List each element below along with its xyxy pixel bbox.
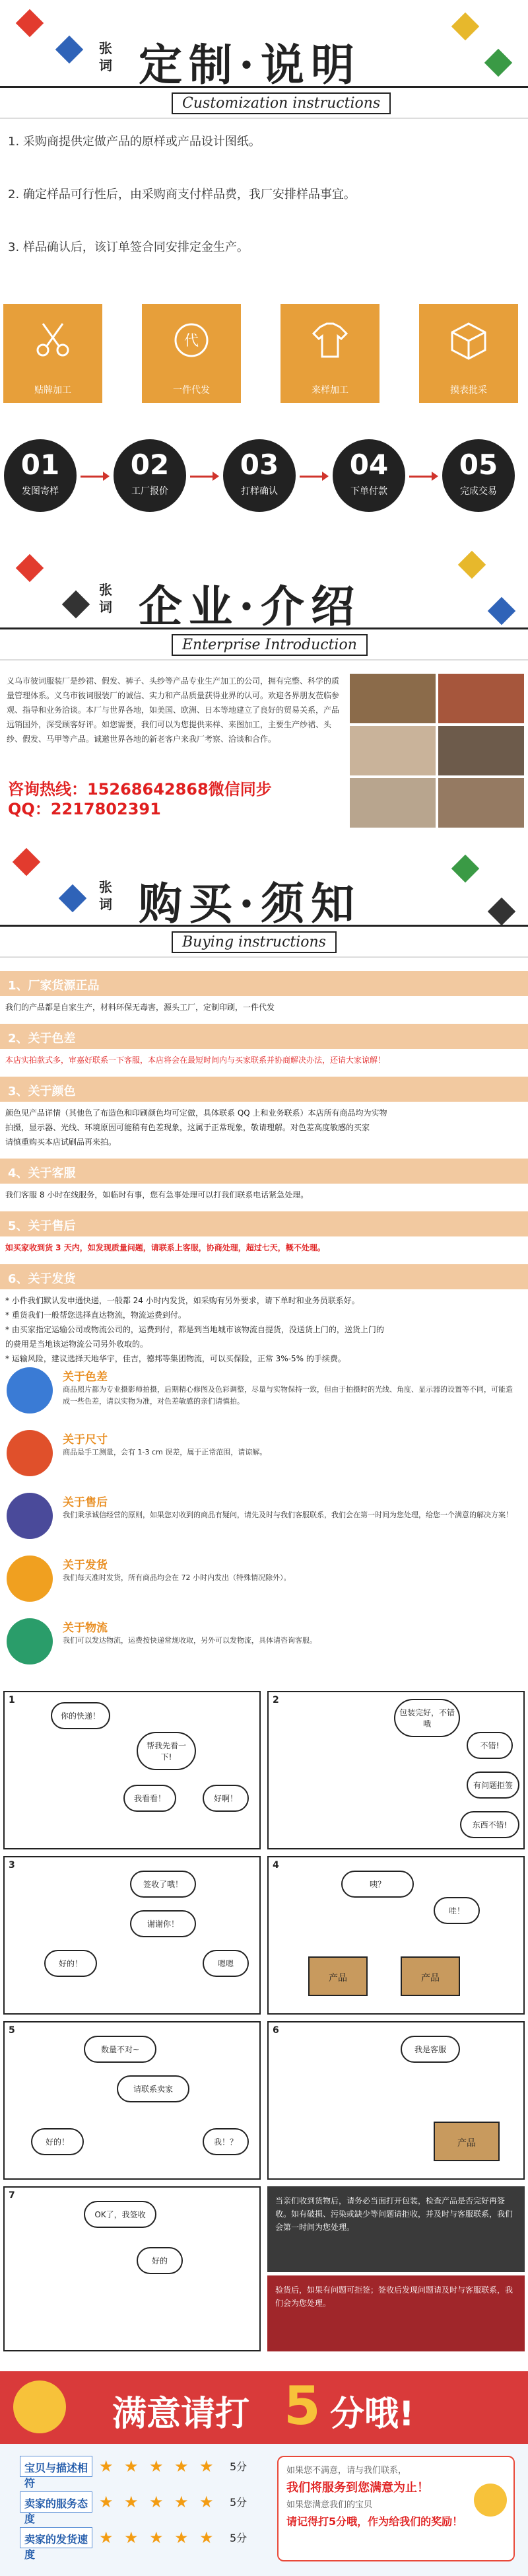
service-card: [142, 304, 241, 403]
star-icon: ★: [99, 2528, 114, 2547]
custom-step: 1. 采购商提供定做产品的原样或产品设计图纸。: [8, 135, 261, 149]
speech-bubble: 谢谢你！: [130, 1910, 196, 1937]
process-label: 下单付款: [350, 486, 387, 497]
speech-bubble: 我！？: [203, 2128, 249, 2155]
speech-bubble: 好的！: [31, 2128, 84, 2155]
kite-icon: [484, 49, 512, 77]
star-icon: ★: [174, 2493, 189, 2511]
note-line: 如买家收到货 3 天内，如发现质量问题，请联系上客服，协商处理，超过七天，概不处理。: [5, 1243, 325, 1252]
tip-body: 商品照片都为专业摄影师拍摄，后期精心修图及色彩调整，尽量与实物保持一致，但由于拍摄时的光线、角度、显示器的设置等不同，可能造成一些色差，请以实物为准，对色差敏感的亲们请慎拍。: [63, 1385, 513, 1406]
panel-number: 6: [273, 2025, 279, 2036]
star-icon: ★: [149, 2528, 164, 2547]
parcel-box: 产品: [308, 1956, 368, 1996]
process-step: [333, 439, 405, 512]
banner-tags: [99, 40, 112, 74]
star-icon: ★: [99, 2493, 114, 2511]
factory-photo: [438, 674, 524, 723]
tip-title: 关于售后: [63, 1496, 108, 1509]
star-icon: ★: [199, 2457, 214, 2476]
speech-bubble: 签收了哦！: [130, 1871, 196, 1898]
star-icon: ★: [124, 2457, 139, 2476]
kite-icon: [488, 597, 515, 625]
star-icon: ★: [174, 2528, 189, 2547]
panel-number: 3: [9, 1860, 15, 1871]
rating-row: [20, 2456, 271, 2489]
comic-panel: [3, 2186, 261, 2351]
rating-row: [20, 2527, 271, 2561]
tip-body: 商品是手工测量，会有 1-3 cm 误差，属于正常范围，请谅解。: [63, 1448, 267, 1456]
note-header: 2、关于色差: [0, 1024, 528, 1049]
kite-icon: [62, 590, 90, 618]
tip-title: 关于发货: [63, 1559, 108, 1572]
comic-panel: [267, 1856, 525, 2015]
note-line: 请慎重购买本店试刷品再来拍。: [5, 1137, 117, 1147]
rating-row: [20, 2491, 271, 2525]
wrench-icon: [7, 1493, 53, 1539]
speech-bubble: 东西不错!: [460, 1811, 519, 1838]
ratings-section: [0, 2444, 528, 2576]
star-icon: ★: [199, 2528, 214, 2547]
speech-bubble: 数量不对~: [84, 2036, 156, 2063]
enterprise-intro: 义乌市彼词服装厂是纱裙、假发、裤子、头纱等产品专业生产加工的公司，拥有完整、科学的质量管理体系。义乌市彼词服装厂的诚信、实力和产品质量获得业界的认可。欢迎各界朋友莅临参观、指导和业务洽谈。本厂与世界各地，如美国、欧洲、日本等地建立了良好的贸易关系，产品远销国外，深受顾客好评。如您需要，我们可以为您提供来样、来图加工，主要生产纱裙、头纱、假发、马甲等产品。诚邀世界各地的新老客户来我厂考察、洽谈和合作。: [7, 676, 340, 744]
parcel-box: 产品: [401, 1956, 460, 1996]
speech-bubble: 嗯嗯: [203, 1950, 249, 1977]
note-line: * 小件我们默认发申通快递，一般都 24 小时内发货，如采购有另外要求，请下单时和业务员联系好。: [5, 1296, 360, 1305]
process-num: 05: [459, 448, 498, 481]
tag-text: 词: [99, 896, 112, 912]
factory-photo: [438, 726, 524, 775]
comic-note: 当亲们收到货物后，请务必当面打开包装，检查产品是否完好再签收。如有破损、污染或缺少等问题请拒收，并及时与客服联系，我们会第一时间为您处理。: [267, 2186, 525, 2272]
star-icon: ★: [124, 2493, 139, 2511]
comic-panel: [3, 2021, 261, 2180]
tag-text: 词: [99, 57, 112, 73]
speech-bubble: 我是客服: [401, 2036, 460, 2063]
panel-number: 2: [273, 1695, 279, 1705]
custom-step: 2. 确定样品可行性后，由采购商支付样品费，我厂安排样品事宜。: [8, 188, 356, 201]
note-line: 的费用是当地该运物流公司另外收取的。: [5, 1340, 148, 1349]
note-header: 4、关于客服: [0, 1159, 528, 1184]
kite-icon: [55, 36, 83, 63]
note-header: 3、关于颜色: [0, 1077, 528, 1102]
arrow-right-icon: [409, 476, 436, 478]
banner-title: 购买·须知: [139, 878, 361, 929]
rating-score: 5分: [230, 2460, 248, 2473]
process-num: 04: [349, 448, 389, 481]
custom-steps: [0, 132, 528, 284]
kite-icon: [13, 848, 40, 876]
service-cards: [0, 297, 528, 416]
banner-subtitle: Customization instructions: [172, 92, 391, 114]
star-icon: ★: [99, 2457, 114, 2476]
rate-number: 5: [284, 2375, 321, 2437]
comic-panel: [3, 1691, 261, 1849]
star-icon: ★: [149, 2457, 164, 2476]
parcel-box: 产品: [434, 2122, 500, 2161]
hotline-qq: QQ：2217802391: [8, 800, 161, 818]
kite-icon: [16, 554, 44, 582]
note-line: 我们的产品都是自家生产，材料环保无毒害，源头工厂，定制印刷，一件代发: [5, 1003, 275, 1012]
kite-icon: [451, 13, 479, 40]
hotline-text: [8, 779, 272, 819]
banner-subtitle: Enterprise Introduction: [172, 634, 368, 656]
kite-icon: [16, 9, 44, 37]
arrow-right-icon: [300, 476, 326, 478]
note-header: 6、关于发货: [0, 1264, 528, 1289]
thanks-line: 如果您满意我们的宝贝: [286, 2500, 373, 2510]
smiley-icon: [474, 2484, 507, 2517]
rating-score: 5分: [230, 2532, 248, 2544]
note-line: 本店实拍款式多，审嘉好联系一下客服，本店将会在最短时间内与买家联系并协商解决办法，还请大家谅解！: [5, 1055, 386, 1065]
star-icon: ★: [149, 2493, 164, 2511]
comic-panel: [267, 2021, 525, 2180]
service-label: 摸表批采: [450, 385, 487, 396]
panel-number: 4: [273, 1860, 279, 1871]
star-icon: ★: [174, 2457, 189, 2476]
note-line: 我们客服 8 小时在线服务，如临时有事，您有急事处理可以打我们联系电话紧急处理。: [5, 1190, 309, 1199]
speech-bubble: 好的！: [44, 1950, 97, 1977]
custom-step: 3. 样品确认后，该订单签合同安排定金生产。: [8, 240, 249, 254]
service-label: 贴牌加工: [34, 385, 71, 396]
camera-icon: [7, 1367, 53, 1413]
process-label: 工厂报价: [131, 486, 168, 497]
note-header: 1、厂家货源正品: [0, 971, 528, 996]
rating-label: 卖家的服务态度: [20, 2491, 92, 2513]
speech-bubble: 哇！: [434, 1897, 480, 1924]
factory-photo: [350, 674, 436, 723]
process-num: 01: [20, 448, 60, 481]
svg-text:代: 代: [183, 333, 199, 349]
note-line: * 由买家指定运输公司或物流公司的，运费到付，都是到当地城市该物流自提货，没送货上门的，送货上门的: [5, 1325, 384, 1334]
banner-tags: [99, 878, 112, 913]
tip-body: 我们每天准时发货，所有商品均会在 72 小时内发出（特殊情况除外）。: [63, 1573, 291, 1582]
comic-panel: [267, 1691, 525, 1849]
thumbs-up-icon: [13, 2380, 66, 2433]
tip-body: 我们秉承诚信经营的原则，如果您对收到的商品有疑问，请先及时与我们客服联系，我们会在第一时间为您处理，给您一个满意的解决方案！: [63, 1511, 513, 1519]
service-card: [280, 304, 380, 403]
note-line: * 运输风险，建议选择天地华宇，佳吉，德邦等集团物流，可以买保险，正常 3%-5% 的手续费。: [5, 1354, 346, 1363]
enterprise-banner: [0, 542, 528, 661]
speech-bubble: OK了，我签收: [84, 2201, 156, 2228]
hotline-phone: 咨询热线：15268642868微信同步: [8, 780, 272, 799]
banner-tags: [99, 581, 112, 616]
speech-bubble: 帮我先看一下!: [137, 1732, 196, 1770]
shirt-icon: [310, 320, 350, 360]
kite-icon: [488, 898, 515, 925]
process-step: [442, 439, 515, 512]
speech-bubble: 咦？: [341, 1871, 414, 1898]
arrow-right-icon: [81, 476, 107, 478]
process-label: 发图寄样: [22, 486, 59, 497]
tag-text: 词: [99, 599, 112, 615]
tag-text: 张: [99, 879, 112, 895]
rating-label: 卖家的发货速度: [20, 2527, 92, 2548]
process-num: 03: [240, 448, 279, 481]
service-label: 一件代发: [173, 385, 210, 396]
custom-banner: [0, 0, 528, 119]
tag-text: 张: [99, 582, 112, 598]
process-step: [114, 439, 186, 512]
factory-photo: [438, 778, 524, 828]
speech-bubble: 你的快递！: [51, 1702, 110, 1729]
panel-number: 5: [9, 2025, 15, 2036]
kite-icon: [451, 855, 479, 882]
star-icon: ★: [199, 2493, 214, 2511]
note-line: 拍摄，显示器、光线、环境原因可能稍有色差现象，这属于正常现象，敬请理解。对色差高度敏感的买家: [5, 1123, 370, 1132]
rate-banner: [0, 2371, 528, 2444]
note-line: 颜色见产品详情（其他色了布造色和印刷颜色均可定做，具体联系 QQ 上和业务联系）本店所有商品均为实物: [5, 1108, 387, 1118]
process-flow: [0, 429, 528, 528]
speech-bubble: 好啊！: [203, 1785, 249, 1812]
factory-photo: [350, 778, 436, 828]
comic-note: 验货后，如果有问题可拒签；签收后发现问题请及时与客服联系，我们会为您处理。: [267, 2275, 525, 2351]
factory-photo: [350, 726, 436, 775]
arrow-right-icon: [190, 476, 216, 478]
service-card: [419, 304, 518, 403]
comic-strip: [0, 1691, 528, 2358]
thanks-card: [277, 2456, 515, 2561]
panel-number: 7: [9, 2190, 15, 2201]
tips-list: [0, 1367, 528, 1678]
star-icon: ★: [124, 2528, 139, 2547]
speech-bubble: 不错!: [467, 1732, 513, 1759]
tag-text: 张: [99, 40, 112, 56]
service-card: [3, 304, 102, 403]
ruler-icon: [7, 1430, 53, 1476]
kite-icon: [458, 551, 486, 579]
comic-panel: [3, 1856, 261, 2015]
panel-number: 1: [9, 1695, 15, 1705]
stamp-icon: [172, 320, 211, 360]
speech-bubble: 好的: [137, 2247, 183, 2274]
thanks-line: 请记得打5分哦，作为给我们的奖励！: [286, 2515, 463, 2528]
banner-title: 定制·说明: [139, 39, 361, 90]
banner-title: 企业·介绍: [139, 581, 361, 632]
box-icon: [7, 1618, 53, 1664]
tip-title: 关于色差: [63, 1371, 108, 1384]
thanks-line: 我们将服务到您满意为止！: [286, 2481, 429, 2495]
scissors-icon: [33, 320, 73, 360]
process-label: 打样确认: [241, 486, 278, 497]
rating-label: 宝贝与描述相符: [20, 2456, 92, 2477]
thanks-line: 如果您不满意，请与我们联系，: [286, 2466, 407, 2476]
speech-bubble: 我看看！: [123, 1785, 176, 1812]
tip-title: 关于物流: [63, 1622, 108, 1635]
service-label: 来样加工: [312, 385, 348, 396]
truck-icon: [7, 1556, 53, 1602]
speech-bubble: 有问题拒签: [467, 1771, 519, 1799]
kite-icon: [59, 884, 86, 912]
process-step: [4, 439, 77, 512]
process-step: [223, 439, 296, 512]
process-num: 02: [130, 448, 170, 481]
buying-banner: [0, 839, 528, 958]
rating-score: 5分: [230, 2496, 248, 2509]
process-label: 完成交易: [460, 486, 497, 497]
rate-text: 满意请打: [112, 2394, 250, 2434]
note-header: 5、关于售后: [0, 1211, 528, 1236]
tip-body: 我们可以发达物流，运费按快递常规收取，另外可以发物流，具体请咨询客服。: [63, 1636, 317, 1645]
box-icon: [449, 320, 488, 360]
speech-bubble: 请联系卖家: [117, 2075, 189, 2102]
rate-tail: 分哦!: [330, 2394, 414, 2434]
tip-title: 关于尺寸: [63, 1433, 108, 1447]
speech-bubble: 包装完好，不错哦: [394, 1699, 460, 1737]
note-line: * 重货我们一般帮您选择直达物流，物流运费到付。: [5, 1310, 186, 1320]
banner-subtitle: Buying instructions: [172, 931, 337, 953]
